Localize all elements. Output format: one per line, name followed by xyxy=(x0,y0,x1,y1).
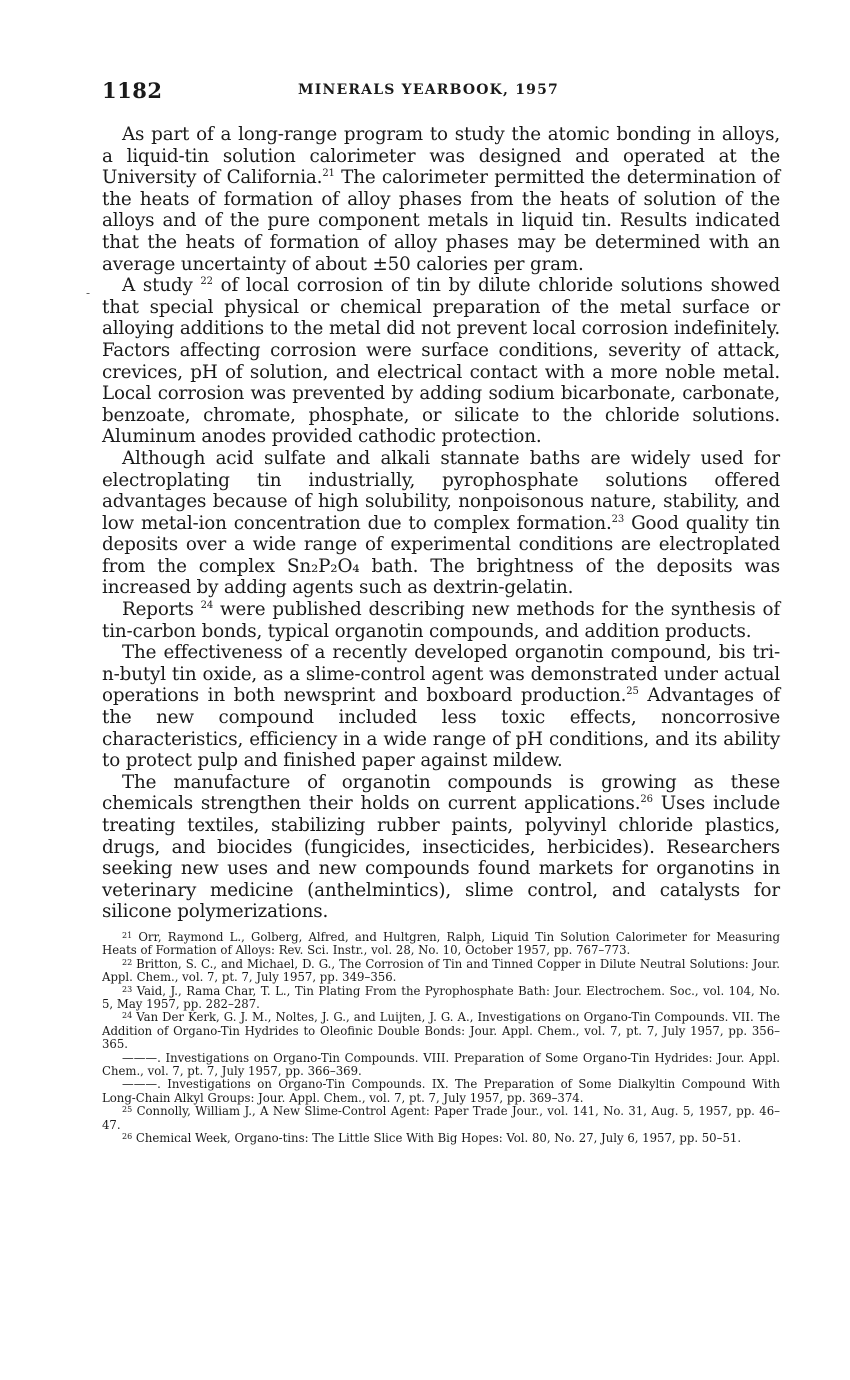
paragraph: Although acid sulfate and alkali stannate baths are widely used for electroplating tin industrially, pyrophosphate solutions offered advantages because of high solubility, nonpoisonous nature, stability, and low metal-ion concentration due to complex formation.$^{23}$ Good quality tin deposits over a wide range of experimental conditions are electroplated from the complex Sn₂P₂O₄ bath. The brightness of the deposits was increased by adding agents such as dextrin-gelatin. xyxy=(102,447,780,599)
footnote-number: 21 xyxy=(122,930,133,940)
paragraph: As part of a long-range program to study the atomic bonding in alloys, a liquid-tin solution calorimeter was designed and operated at the University of California.$^{21}$ The calorimeter permitted the determination of the heats of formation of alloy phases from the heats of solution of the alloys and of the pure component metals in liquid tin. Results indicated that the heats of formation of alloy phases may be determined with an average uncertainty of about ±50 calories per gram. xyxy=(102,124,780,275)
document-page xyxy=(102,78,780,1145)
footnote-ref[interactable]: 23 xyxy=(611,513,625,525)
footnote-ref[interactable]: 25 xyxy=(626,686,639,698)
footnote-ref[interactable]: 21 xyxy=(322,168,335,180)
paragraph: The manufacture of organotin compounds is growing as these chemicals strengthen their holds on current applications.$^{26}$ Uses include treating textiles, stabilizing rubber paints, polyvinyl chloride plastics, drugs, and biocides (fungicides, insecticides, herbicides). Researchers seeking new uses and new compounds found markets for organotins in veterinary medicine (anthelmintics), slime control, and catalysts for silicone polymerizations. xyxy=(102,771,780,923)
running-head: MINERALS YEARBOOK, 1957 xyxy=(298,82,559,98)
page-header xyxy=(102,78,780,108)
footnote-number: 25 xyxy=(122,1105,133,1115)
footnote-number: 23 xyxy=(122,984,133,994)
footnote: $^{25}$ Connolly, William J., A New Slime-Control Agent: Paper Trade Jour., vol. 141, No. 31, Aug. 5, 1957, pp. 46–47. xyxy=(102,1104,780,1132)
page-number: 1182 xyxy=(102,78,163,103)
paragraph: A study $^{22}$ of local corrosion of tin by dilute chloride solutions showed that special physical or chemical preparation of the metal surface or alloying additions to the metal did not prevent local corrosion indefinitely. Factors affecting corrosion were surface conditions, severity of attack, crevices, pH of solution, and electrical contact with a more noble metal. Local corrosion was prevented by adding sodium bicarbonate, carbonate, benzoate, chromate, phosphate, or silicate to the chloride solutions. Aluminum anodes provided cathodic protection. xyxy=(102,275,781,448)
footnote-number: 26 xyxy=(122,1132,133,1142)
footnote-number: 22 xyxy=(122,957,133,967)
margin-mark: - xyxy=(86,286,91,300)
footnote-ref[interactable]: 26 xyxy=(640,794,653,806)
paragraph: The effectiveness of a recently developed organotin compound, bis tri-n-butyl tin oxide, as a slime-control agent was demonstrated under actual operations in both newsprint and boxboard production.$^{25}$ Advantages of the new compound included less toxic effects, noncorrosive characteristics, efficiency in a wide range of pH conditions, and its ability to protect pulp and finished paper against mildew. xyxy=(102,642,780,772)
footnote: $^{23}$ Vaid, J., Rama Char, T. L., Tin Plating From the Pyrophosphate Bath: Jour. Electrochem. Soc., vol. 104, No. 5, May 1957, pp. 282–287. xyxy=(102,983,780,1011)
body-text xyxy=(102,124,780,923)
footnote: $^{22}$ Britton, S. C., and Michael, D. G., The Corrosion of Tin and Tinned Copper in Dilute Neutral Solutions: Jour. Appl. Chem., vol. 7, pt. 7, July 1957, pp. 349–356. xyxy=(102,956,780,985)
footnote: ———. Investigations on Organo-Tin Compounds. VIII. Preparation of Some Organo-Tin Hydrides: Jour. Appl. Chem., vol. 7, pt. 7, July 1957, pp. 366–369. xyxy=(102,1050,780,1079)
footnote-ref[interactable]: 22 xyxy=(200,276,213,288)
footnote: $^{26}$ Chemical Week, Organo-tins: The Little Slice With Big Hopes: Vol. 80, No. 27, July 6, 1957, pp. 50–51. xyxy=(122,1131,742,1146)
footnote: $^{21}$ Orr, Raymond L., Golberg, Alfred, and Hultgren, Ralph, Liquid Tin Solution Calorimeter for Measuring Heats of Formation of Alloys: Rev. Sci. Instr., vol. 28, No. 10, October 1957, pp. 767–773. xyxy=(102,929,780,958)
paragraph: Reports $^{24}$ were published describing new methods for the synthesis of tin-carbon bonds, typical organotin compounds, and addition products. xyxy=(102,599,780,642)
footnotes xyxy=(102,931,780,1146)
footnote: $^{24}$ Van Der Kerk, G. J. M., Noltes, J. G., and Luijten, J. G. A., Investigations on Organo-Tin Compounds. VII. The Addition of Organo-Tin Hydrides to Oleofinic Double Bonds: Jour. Appl. Chem., vol. 7, pt. 7, July 1957, pp. 356–365. xyxy=(102,1010,780,1052)
footnote-ref[interactable]: 24 xyxy=(200,600,214,612)
footnote-number: 24 xyxy=(122,1011,133,1021)
footnote: ———. Investigations on Organo-Tin Compounds. IX. The Preparation of Some Dialkyltin Compound With Long-Chain Alkyl Groups: Jour. Appl. Chem., vol. 7, pt. 7, July 1957, pp. 369–374. xyxy=(102,1077,780,1105)
